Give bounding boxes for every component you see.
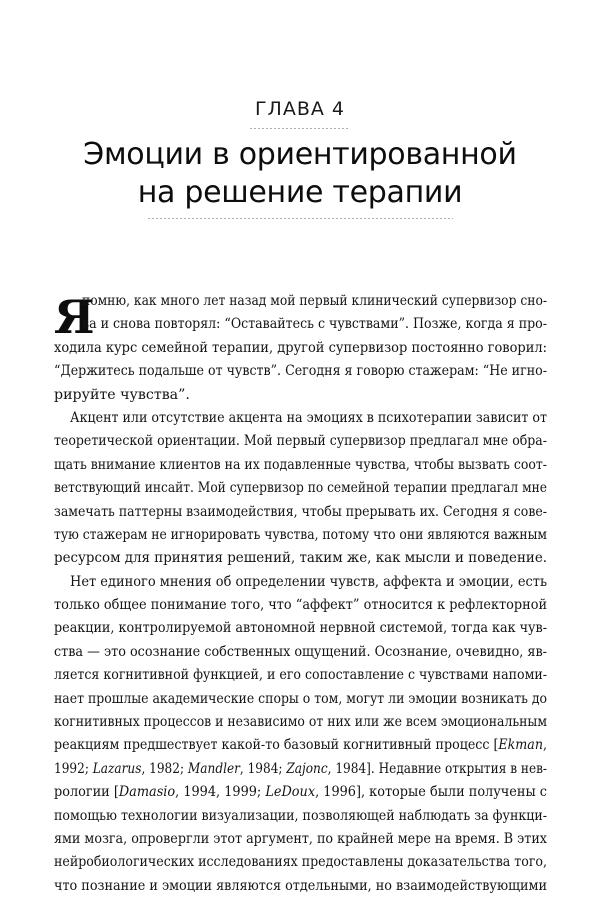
text-line: нает прошлые академические споры о том, могут ли эмоции возникать до — [54, 690, 548, 707]
text-line-citation: 1992; Lazarus, 1982; Mandler, 1984; Zajonc, 1984]. Недавние открытия в нев- — [54, 760, 548, 777]
paragraph-2 — [54, 407, 547, 571]
paragraph-3 — [54, 571, 547, 898]
ornament-divider-long — [148, 218, 453, 219]
chapter-title-line-1: Эмоции в ориентированной — [83, 137, 517, 172]
text-line: помню, как много лет назад мой первый клинический супервизор сно- — [82, 293, 548, 309]
text-line: тую стажерам не игнорировать чувства, потому что они являются важным — [54, 526, 548, 543]
text-line: ства — это осознание собственных ощущений. Осознание, очевидно, яв- — [54, 643, 548, 660]
text-line: замечать паттерны взаимодействия, чтобы прерывать их. Сегодня я сове- — [54, 503, 548, 520]
citation-author: Mandler — [187, 760, 240, 777]
text-line: щать внимание клиентов на их подавленные чувства, чтобы вызвать соот- — [54, 456, 548, 473]
text-line: только общее понимание того, что “аффект” относится к рефлекторной — [54, 597, 548, 614]
citation-author: LeDoux — [265, 784, 316, 801]
text-line: реакции, контролируемой автономной нервной системой, тогда как чув- — [54, 620, 548, 637]
text-line: помощью технологии визуализации, позволяющей наблюдать за функци- — [54, 807, 547, 824]
text-line: теоретической ориентации. Мой первый супервизор предлагал мне обра- — [54, 433, 548, 450]
text-line: “Держитесь подальше от чувств”. Сегодня я говорю стажерам: “Не игно- — [54, 363, 547, 380]
chapter-title-line-2: на решение терапии — [137, 175, 463, 210]
text-line: рируйте чувства”. — [54, 386, 190, 403]
chapter-label: ГЛАВА 4 — [254, 98, 346, 120]
text-line: ями мозга, опровергли этот аргумент, по крайней мере на время. В этих — [54, 830, 547, 847]
body-text — [54, 290, 547, 898]
ornament-divider-short — [250, 128, 350, 129]
text-line: нейробиологических исследованиях предоставлены доказательства того, — [54, 854, 547, 871]
citation-author: Ekman — [498, 737, 543, 754]
citation-author: Lazarus — [92, 760, 142, 777]
text-line-citation: рологии [Damasio, 1994, 1999; LeDoux, 1996], которые были получены с — [54, 784, 548, 801]
text-line: ресурсом для принятия решений, таким же, как мысли и поведение. — [54, 550, 548, 567]
citation-author: Zajonc — [286, 760, 328, 777]
text-line: что познание и эмоции являются отдельными, но взаимодействующими — [54, 877, 548, 894]
text-line-citation: реакциям предшествует какой-то базовый когнитивный процесс [Ekman, — [54, 737, 548, 754]
text-line: когнитивных процессов и независимо от них или же всем эмоциональным — [54, 714, 547, 731]
text-line: Акцент или отсутствие акцента на эмоциях в психотерапии зависит от — [70, 409, 547, 426]
text-line: ветствующий инсайт. Мой супервизор по семейной терапии предлагал мне — [54, 480, 547, 497]
paragraph-1 — [54, 290, 547, 407]
text-line: Нет единого мнения об определении чувств, аффекта и эмоции, есть — [70, 573, 548, 590]
drop-cap: Я — [54, 290, 95, 344]
chapter-title — [0, 136, 600, 212]
text-line: ходила курс семейной терапии, другой супервизор постоянно говорил: — [54, 339, 548, 356]
text-line: ляется когнитивной функцией, и его сопоставление с чувствами напоми- — [54, 667, 548, 684]
text-line: ва и снова повторял: “Оставайтесь с чувствами”. Позже, когда я про- — [82, 316, 547, 333]
citation-author: Damasio — [118, 784, 176, 801]
